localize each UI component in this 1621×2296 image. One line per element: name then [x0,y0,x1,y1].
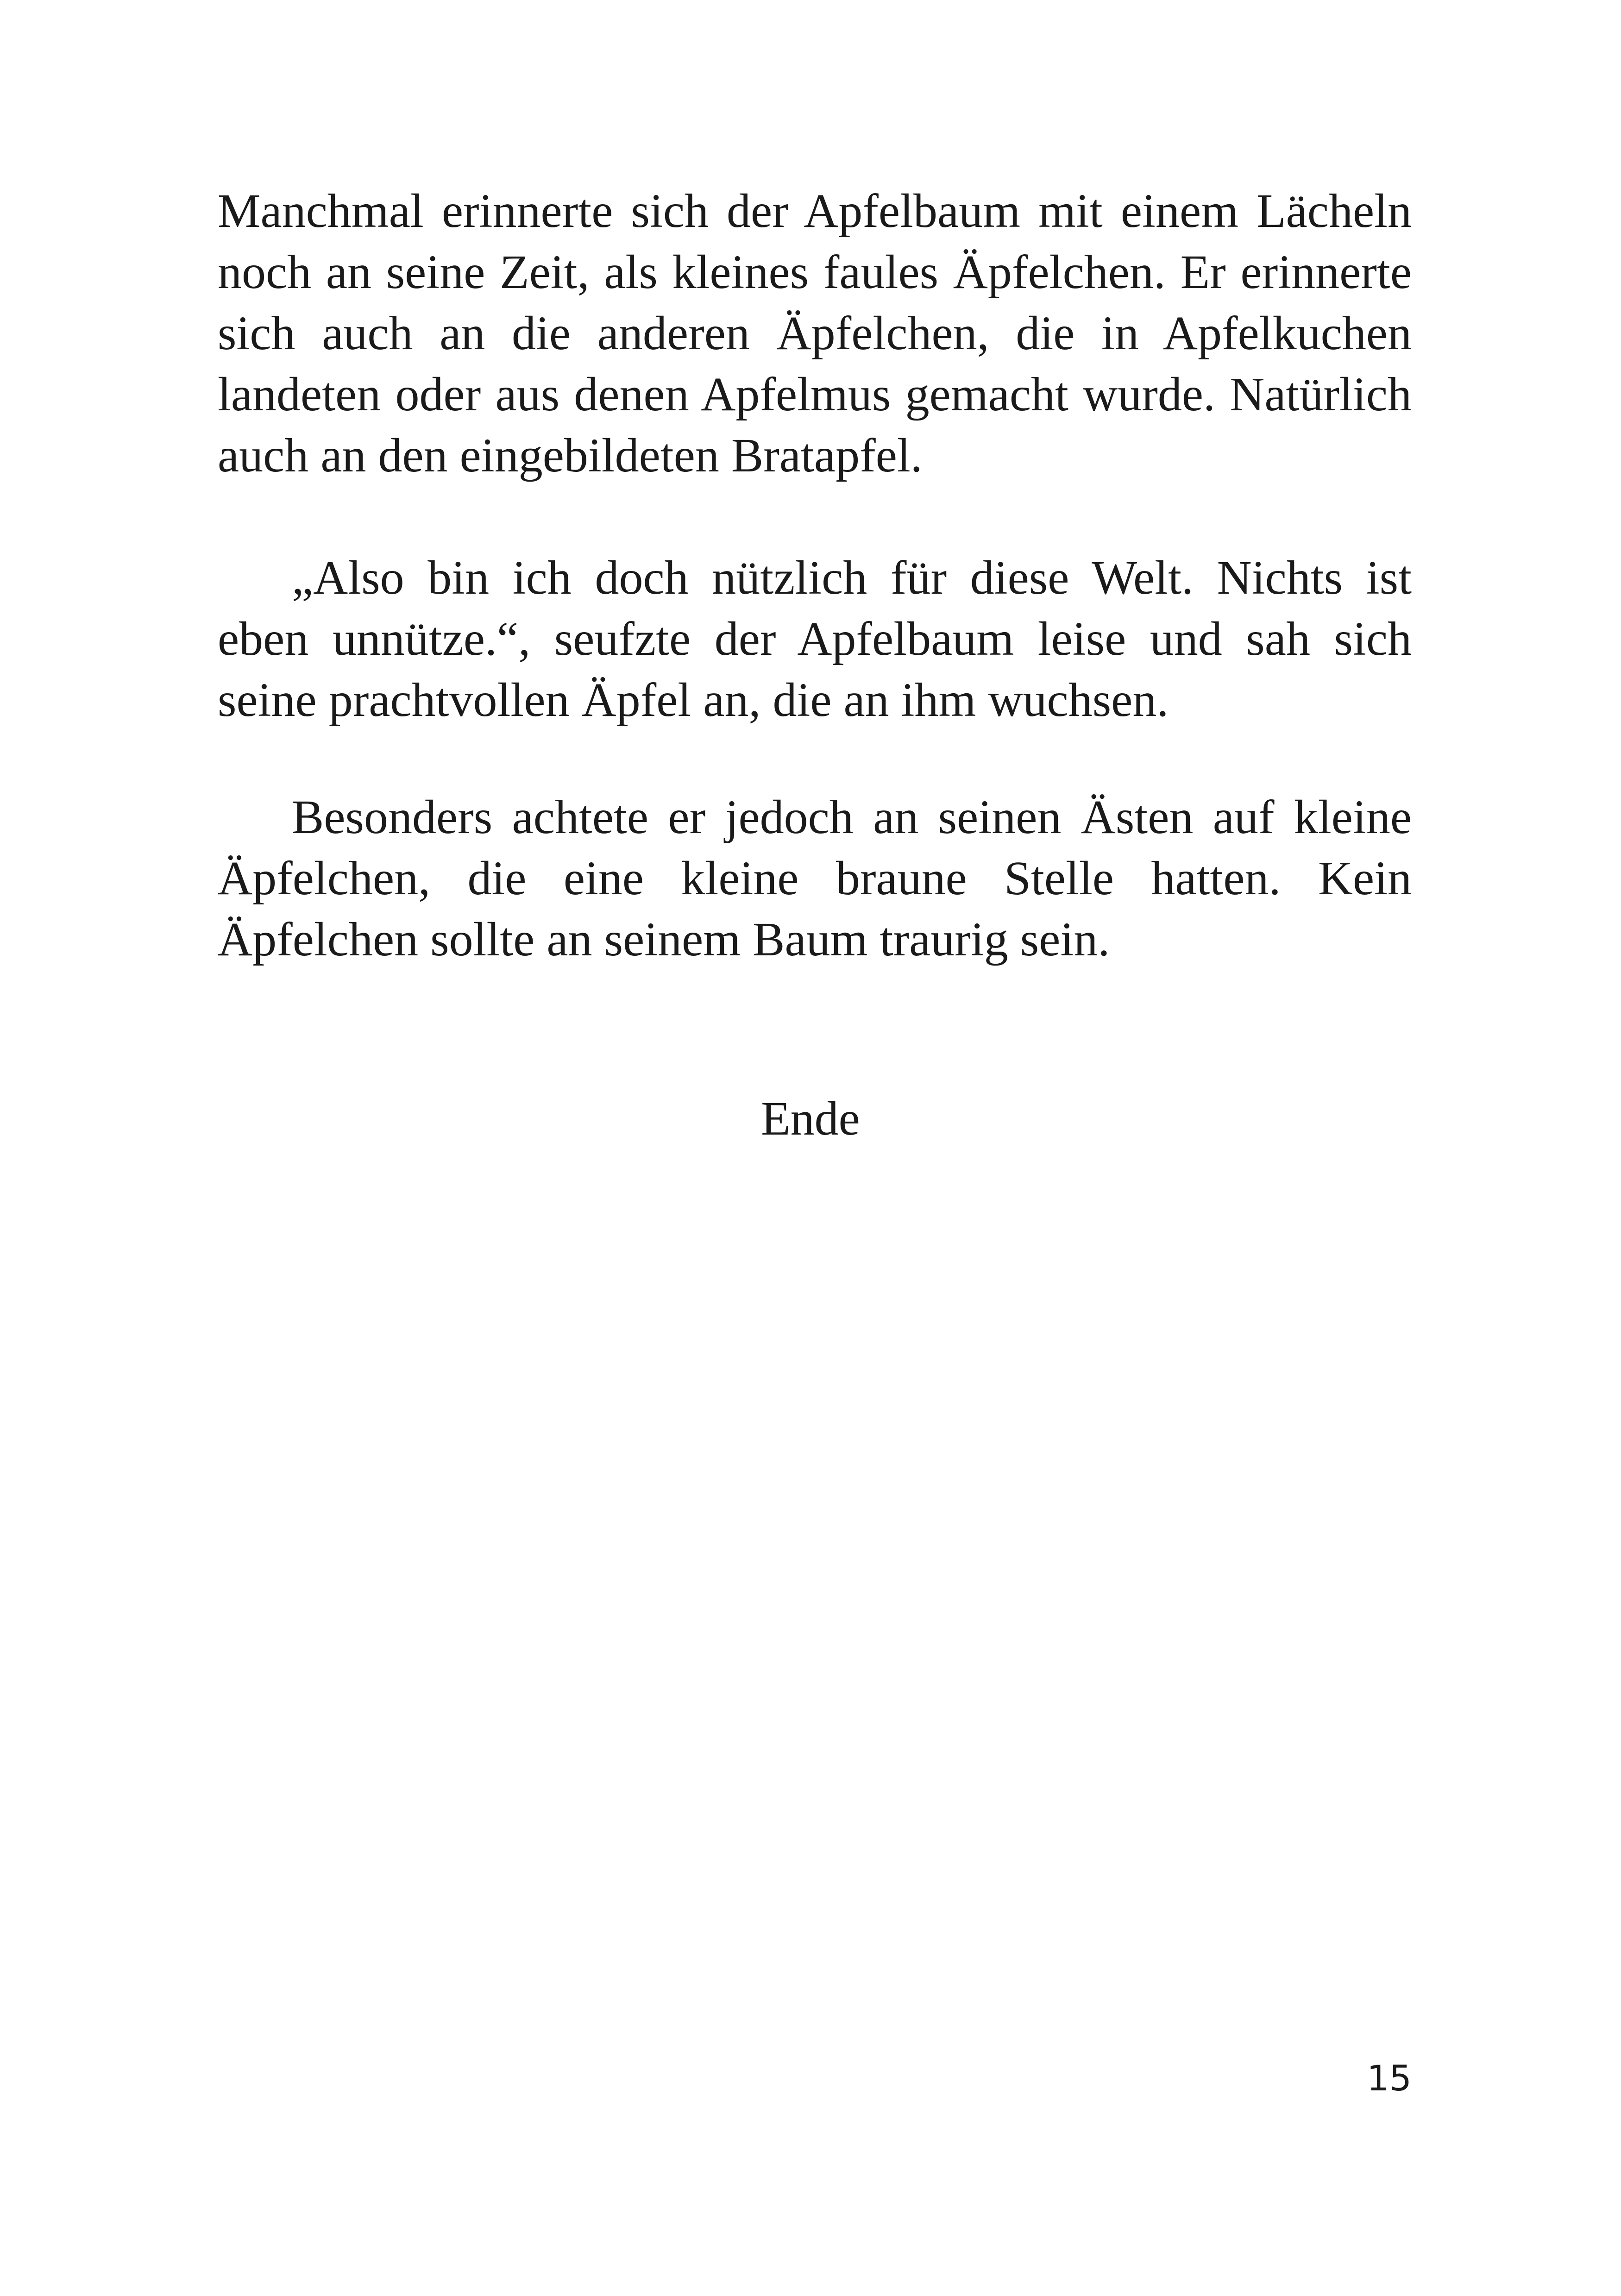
paragraph-3: Besonders achtete er jedoch an seinen Ästen auf kleine Äpfelchen, die eine kleine braune Stelle hatten. Kein Äpfelchen sollte an seinem Baum traurig sein. [218,790,1412,966]
page-number: 15 [1367,2058,1412,2099]
paragraph-1: Manchmal erinnerte sich der Apfelbaum mit einem Lächeln noch an seine Zeit, als kleines faules Äpfelchen. Er erinnerte sich auch an die anderen Äpfelchen, die in Apfelkuchen landeten oder aus denen Apfelmus gemacht wurde. Natürlich auch an den eingebildeten Bratapfel. [218,184,1412,482]
story-end-label: Ende [761,1092,860,1145]
paragraph-2: „Also bin ich doch nützlich für diese Welt. Nichts ist eben unnütze.“, seufzte der Apfelbaum leise und sah sich seine prachtvollen Äpfel an, die an ihm wuchsen. [218,551,1412,727]
